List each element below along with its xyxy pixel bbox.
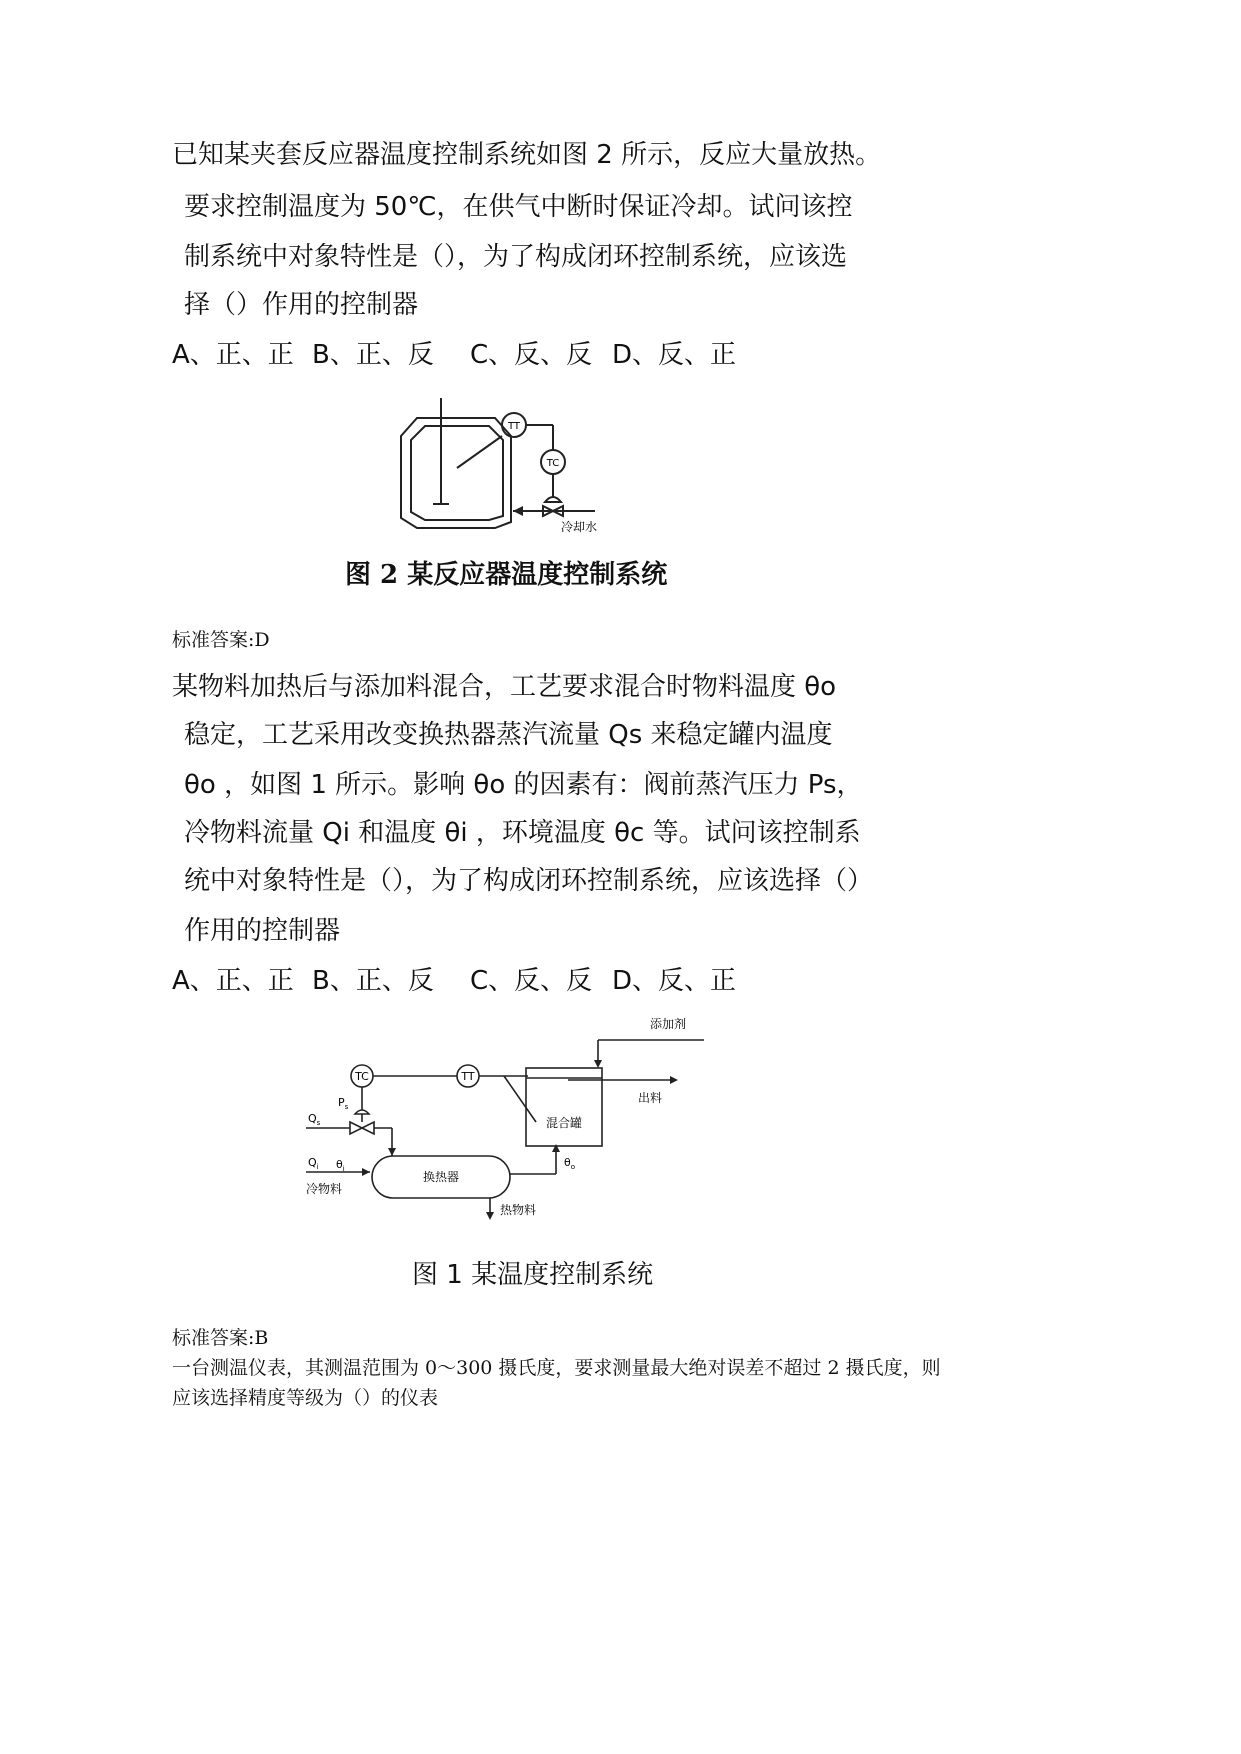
q3-line-1: 一台测温仪表，其测温范围为 0～300 摄氏度，要求测量最大绝对误差不超过 2 摄氏度，则 — [172, 1357, 941, 1379]
heat-exchanger-label: 换热器 — [422, 1170, 460, 1184]
q1-line-2: 要求控制温度为 50℃，在供气中断时保证冷却。试问该控 — [184, 192, 853, 222]
q2-line-3: θo ，如图 1 所示。影响 θo 的因素有：阀前蒸汽压力 Ps， — [184, 770, 863, 800]
steam-valve — [350, 1122, 374, 1134]
additive-label: 添加剂 — [650, 1017, 687, 1031]
q3-line-2: 应该选择精度等级为（）的仪表 — [172, 1387, 439, 1409]
q1-line-3: 制系统中对象特性是（），为了构成闭环控制系统，应该选 — [184, 242, 848, 272]
q2-line-5: 统中对象特性是（），为了构成闭环控制系统，应该选择（） — [184, 866, 874, 896]
q2-line-2: 稳定，工艺采用改变换热器蒸汽流量 Qs 来稳定罐内温度 — [184, 720, 833, 750]
mixer-diagram — [300, 1010, 720, 1230]
q1-option-b: B、正、反 — [312, 340, 434, 370]
q1-options — [172, 340, 772, 370]
q2-option-c: C、反、反 — [470, 966, 593, 996]
cold-material-label: 冷物料 — [306, 1182, 343, 1196]
reactor-diagram — [385, 398, 645, 558]
figure-1-caption: 图 1 某温度控制系统 — [412, 1260, 654, 1290]
q2-options — [172, 966, 772, 996]
q2-option-a: A、正、正 — [172, 966, 294, 996]
q2-line-1: 某物料加热后与添加料混合，工艺要求混合时物料温度 θo — [172, 672, 837, 702]
q2-option-d: D、反、正 — [612, 966, 737, 996]
q1-option-d: D、反、正 — [612, 340, 737, 370]
tt-label: TT — [461, 1070, 475, 1083]
reactor-vessel — [411, 426, 503, 520]
q2-line-6: 作用的控制器 — [184, 916, 341, 946]
q2-line-4: 冷物料流量 Qi 和温度 θi ，环境温度 θc 等。试问该控制系 — [184, 818, 861, 848]
q1-line-4: 择（）作用的控制器 — [184, 290, 419, 320]
figure-2-caption: 图 2 某反应器温度控制系统 — [345, 560, 668, 590]
sensor-line — [504, 1076, 536, 1122]
hot-material-label: 热物料 — [500, 1203, 537, 1217]
valve-actuator — [355, 1110, 369, 1114]
mixing-tank-label: 混合罐 — [545, 1116, 583, 1130]
qi-label: $Q_i$ — [308, 1156, 319, 1171]
tt-label: TT — [507, 421, 521, 432]
q1-option-a: A、正、正 — [172, 340, 294, 370]
q2-option-b: B、正、反 — [312, 966, 434, 996]
thetai-label: $\theta_i$ — [336, 1158, 345, 1173]
tc-label: TC — [546, 458, 560, 469]
coolant-arrow — [513, 506, 523, 516]
outlet-label: 出料 — [638, 1091, 663, 1105]
ps-label: $P_s$ — [338, 1096, 349, 1111]
valve-actuator — [545, 497, 561, 502]
coolant-label: 冷却水 — [561, 520, 598, 534]
sensor-line — [457, 436, 502, 468]
q1-option-c: C、反、反 — [470, 340, 593, 370]
thetao-label: $\theta_o$ — [564, 1156, 576, 1171]
q1-answer: 标准答案:D — [172, 629, 270, 651]
qs-label: $Q_s$ — [308, 1112, 321, 1127]
q1-line-1: 已知某夹套反应器温度控制系统如图 2 所示，反应大量放热。 — [172, 140, 882, 170]
q2-answer: 标准答案:B — [172, 1327, 269, 1349]
tc-label: TC — [355, 1070, 369, 1083]
